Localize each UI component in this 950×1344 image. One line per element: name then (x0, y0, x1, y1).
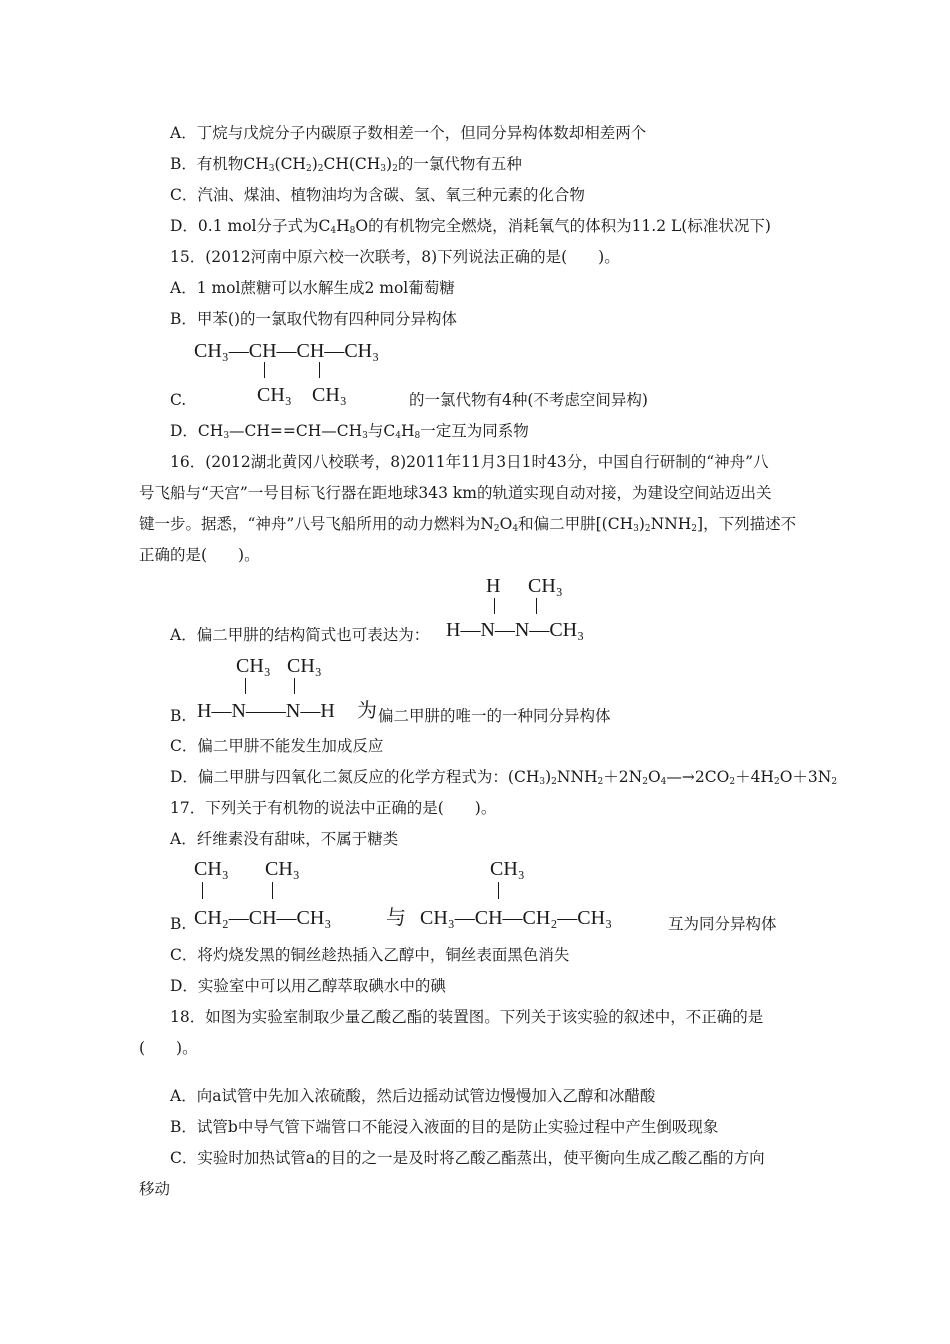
struct-top-methyl-1: CH₃ (236, 655, 271, 677)
struct-main-chain: H—N——N—H (197, 700, 335, 722)
bond-line (494, 598, 495, 614)
struct-top-methyl-1: CH₃ (194, 858, 229, 880)
q17-option-c: C．将灼烧发黑的铜丝趁热插入乙醇中，铜丝表面黑色消失 (170, 946, 570, 964)
q16-option-d: D．偏二甲肼与四氧化二氮反应的化学方程式为：$(CH_3)_2NNH_2+2N_2O_4—\to 2CO_2+4H_2O+3N_2$ (170, 768, 838, 787)
bond-line (272, 882, 273, 899)
q15-option-c-label: C. (170, 391, 187, 409)
bond-line (264, 362, 265, 378)
q15-option-c-text: 的一氯代物有4种(不考虑空间异构) (409, 391, 648, 409)
bond-line (498, 882, 499, 899)
q18-stem-line-1: 18．如图为实验室制取少量乙酸乙酯的装置图。下列关于该实验的叙述中，不正确的是 (170, 1008, 764, 1026)
q14-option-c: C．汽油、煤油、植物油均为含碳、氢、氧三种元素的化合物 (170, 186, 585, 204)
q18-option-c-line-2: 移动 (139, 1180, 171, 1198)
q18-option-c-line-1: C．实验时加热试管a的目的之一是及时将乙酸乙酯蒸出，使平衡向生成乙酸乙酯的方向 (170, 1149, 765, 1167)
struct-main-chain: H—N—N—CH₃ (446, 619, 585, 641)
text-yu: 与 (386, 907, 406, 929)
struct-methyl-2: CH₃ (312, 384, 347, 406)
q18-option-a: A．向a试管中先加入浓硫酸，然后边摇动试管边慢慢加入乙醇和冰醋酸 (170, 1087, 656, 1105)
bond-line (319, 362, 320, 378)
q14-option-d: D．0.1 mol分子式为$C_4H_8O$的有机物完全燃烧，消耗氧气的体积为11.2 L(标准状况下) (170, 217, 771, 236)
q16-option-a: A．偏二甲肼的结构简式也可表达为： (170, 626, 430, 644)
bond-line (245, 678, 246, 694)
struct-top-methyl: CH₃ (528, 575, 563, 597)
q15-option-b: B．甲苯()的一氯取代物有四种同分异构体 (170, 310, 457, 328)
q16-stem-line-4: 正确的是( )。 (139, 546, 260, 564)
struct-main-chain: CH₂—CH—CH₃ (194, 907, 332, 929)
q16-option-c: C．偏二甲肼不能发生加成反应 (170, 737, 384, 755)
struct-main-chain: CH₃—CH—CH—CH₃ (194, 340, 380, 362)
q17-option-b-label: B. (170, 915, 187, 933)
q17-option-d: D．实验室中可以用乙醇萃取碘水中的碘 (170, 977, 446, 995)
q16-option-b-label: B. (170, 707, 187, 725)
q16-stem-line-3: 键一步。据悉，“神舟”八号飞船所用的动力燃料为$N_2O_4$和偏二甲肼$[(CH_3)_2NNH_2]$，下列描述不 (139, 515, 797, 534)
q17-option-b-text: 互为同分异构体 (668, 915, 777, 933)
q16-stem-line-2: 号飞船与“天宫”一号目标飞行器在距地球343 km的轨道实现自动对接，为建设空间站迈出关 (139, 484, 772, 502)
struct-top-methyl-2: CH₃ (287, 655, 322, 677)
struct-top-methyl-2: CH₃ (265, 858, 300, 880)
q15-option-d: D．$CH_3—CH==CH—CH_3$与$C_4H_8$一定互为同系物 (170, 422, 529, 441)
q16-stem-line-1: 16．(2012湖北黄冈八校联考，8)2011年11月3日1时43分，中国自行研制的“神舟”八 (170, 453, 769, 471)
q17-option-a: A．纤维素没有甜味，不属于糖类 (170, 830, 399, 848)
struct-top-methyl: CH₃ (490, 858, 525, 880)
q16-option-b-text: 偏二甲肼的唯一的一种同分异构体 (378, 707, 611, 725)
bond-line (536, 598, 537, 614)
q15-option-a: A．1 mol蔗糖可以水解生成2 mol葡萄糖 (170, 279, 455, 297)
q18-option-b: B．试管b中导气管下端管口不能浸入液面的目的是防止实验过程中产生倒吸现象 (170, 1118, 719, 1136)
struct-top-h: H (486, 575, 501, 597)
bond-line (202, 882, 203, 899)
bond-line (294, 678, 295, 694)
text-wei: 为 (357, 700, 377, 722)
struct-main-chain: CH₃—CH—CH₂—CH₃ (420, 907, 613, 929)
q14-option-a: A．丁烷与戊烷分子内碳原子数相差一个，但同分异构体数却相差两个 (170, 124, 647, 142)
struct-methyl-1: CH₃ (257, 384, 292, 406)
q18-stem-line-2: ( )。 (139, 1039, 198, 1057)
q17-stem: 17．下列关于有机物的说法中正确的是( )。 (170, 799, 497, 817)
q14-option-b: B．有机物$CH_3(CH_2)_2CH(CH_3)_2$的一氯代物有五种 (170, 155, 522, 174)
q15-stem: 15．(2012河南中原六校一次联考，8)下列说法正确的是( )。 (170, 248, 620, 266)
